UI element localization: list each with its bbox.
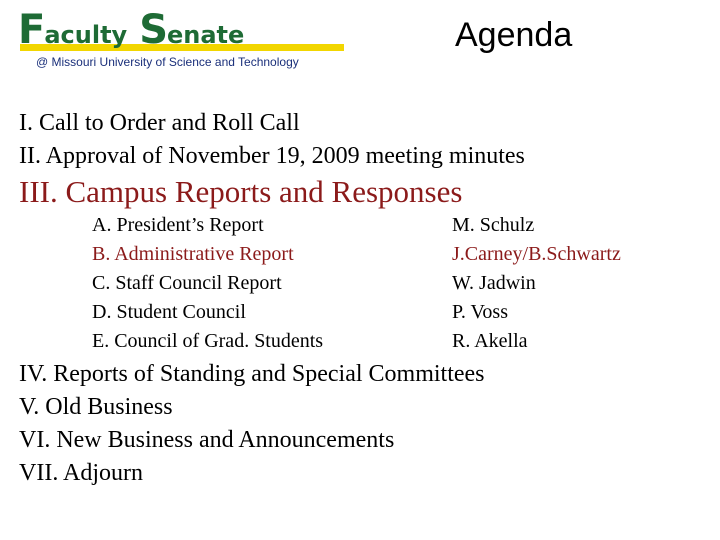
report-person-e: R. Akella (452, 330, 528, 352)
logo-initial-s: S (139, 7, 167, 53)
report-label-d: D. Student Council (92, 301, 246, 323)
logo-word-enate: enate (167, 21, 245, 49)
logo-subtitle: @ Missouri University of Science and Technology (36, 55, 299, 69)
agenda-item-4: IV. Reports of Standing and Special Committees (19, 361, 485, 387)
report-person-a: M. Schulz (452, 214, 535, 236)
agenda-item-3: III. Campus Reports and Responses (19, 174, 463, 209)
report-label-a: A. President’s Report (92, 214, 264, 236)
report-person-c: W. Jadwin (452, 272, 536, 294)
report-label-e: E. Council of Grad. Students (92, 330, 324, 352)
agenda-item-5: V. Old Business (19, 394, 173, 420)
agenda-item-6: VI. New Business and Announcements (19, 427, 395, 453)
agenda-item-1: I. Call to Order and Roll Call (19, 110, 300, 136)
report-label-c: C. Staff Council Report (92, 272, 282, 294)
report-label-b: B. Administrative Report (92, 243, 294, 265)
logo-title (18, 7, 245, 53)
page-title: Agenda (455, 16, 573, 54)
report-person-b: J.Carney/B.Schwartz (452, 243, 621, 265)
logo-initial-f: F (18, 7, 45, 53)
faculty-senate-logo (12, 7, 342, 76)
report-person-d: P. Voss (452, 301, 508, 323)
agenda-item-2: II. Approval of November 19, 2009 meeting minutes (19, 143, 525, 169)
logo-word-aculty: aculty (44, 21, 128, 49)
agenda-item-7: VII. Adjourn (19, 460, 143, 486)
